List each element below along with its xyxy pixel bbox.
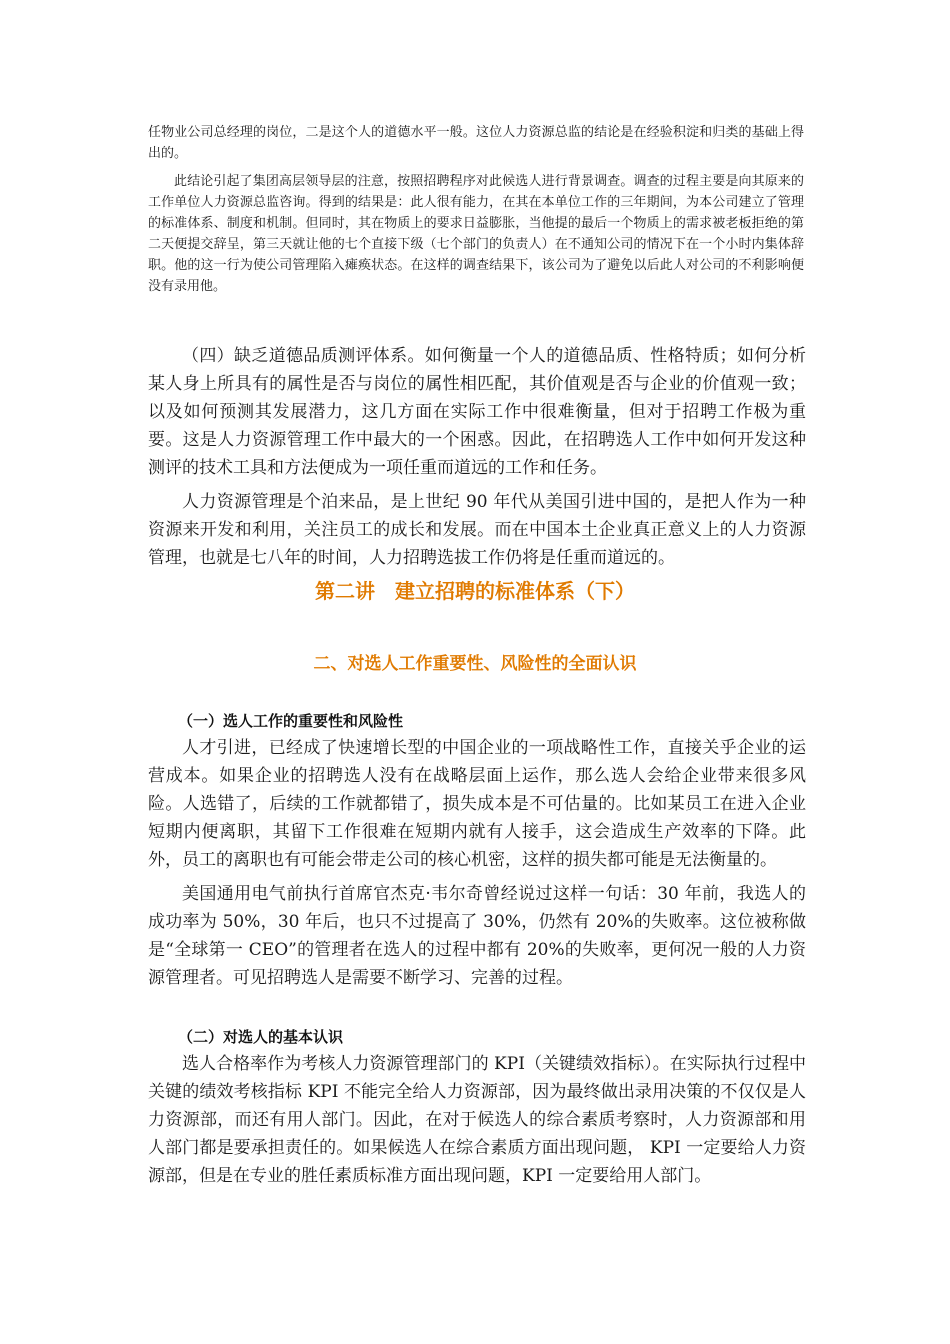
section4-paragraph-1: （四）缺乏道德品质测评体系。如何衡量一个人的道德品质、性格特质；如何分析某人身上所具有的属性是否与岗位的属性相匹配，其价值观是否与企业的价值观一致；以及如何预测其发展潜力，这几方面在实际工作中很难衡量，但对于招聘工作极为重要。这是人力资源管理工作中最大的一个困惑。因此，在招聘选人工作中如何开发这种测评的技术工具和方法便成为一项任重而道远的工作和任务。 bbox=[148, 346, 806, 478]
subsection-1-paragraph-2: 美国通用电气前执行首席官杰克·韦尔奇曾经说过这样一句话：30 年前，我选人的成功率为 50%，30 年后，也只不过提高了 30%，仍然有 20%的失败率。这位被称做是“全球第一 CEO”的管理者在选人的过程中都有 20%的失败率，更何况一般的人力资源管理者。可见招聘选人是需要不断学习、完善的过程。 bbox=[148, 884, 806, 988]
subsection-2-heading: （二）对选人的基本认识 bbox=[178, 1028, 344, 1046]
case-paragraph-1: 任物业公司总经理的岗位，二是这个人的道德水平一般。这位人力资源总监的结论是在经验积淀和归类的基础上得出的。 bbox=[148, 125, 804, 161]
subsection-2-paragraph-1: 选人合格率作为考核人力资源管理部门的 KPI（关键绩效指标）。在实际执行过程中关键的绩效考核指标 KPI 不能完全给人力资源部，因为最终做出录用决策的不仅仅是人力资源部，而还有用人部门。因此，在对于候选人的综合素质考察时，人力资源部和用人部门都是要承担责任的。如果候选人在综合素质方面出现问题， KPI 一定要给人力资源部，但是在专业的胜任素质标准方面出现问题，KPI 一定要给用人部门。 bbox=[148, 1054, 806, 1186]
section4-paragraph-2: 人力资源管理是个泊来品，是上世纪 90 年代从美国引进中国的，是把人作为一种资源来开发和利用，关注员工的成长和发展。而在中国本土企业真正意义上的人力资源管理，也就是七八年的时间，人力招聘选拔工作仍将是任重而道远的。 bbox=[148, 492, 806, 568]
subsection-1-paragraph-1: 人才引进，已经成了快速增长型的中国企业的一项战略性工作，直接关乎企业的运营成本。如果企业的招聘选人没有在战略层面上运作，那么选人会给企业带来很多风险。人选错了，后续的工作就都错了，损失成本是不可估量的。比如某员工在进入企业短期内便离职，其留下工作很难在短期内就有人接手，这会造成生产效率的下降。此外，员工的离职也有可能会带走公司的核心机密，这样的损失都可能是无法衡量的。 bbox=[148, 738, 806, 870]
section-title: 二、对选人工作重要性、风险性的全面认识 bbox=[313, 654, 637, 674]
case-paragraph-2: 此结论引起了集团高层领导层的注意，按照招聘程序对此候选人进行背景调查。调查的过程主要是向其原来的工作单位人力资源总监咨询。得到的结果是：此人很有能力，在其在本单位工作的三年期间，为本公司建立了管理的标准体系、制度和机制。但同时，其在物质上的要求日益膨胀，当他提的最后一个物质上的需求被老板拒绝的第二天便提交辞呈，第三天就让他的七个直接下级（七个部门的负责人）在不通知公司的情况下在一个小时内集体辞职。他的这一行为使公司管理陷入瘫痪状态。在这样的调查结果下，该公司为了避免以后此人对公司的不利影响便没有录用他。 bbox=[148, 174, 804, 294]
chapter-title: 第二讲 建立招聘的标准体系（下） bbox=[315, 579, 635, 603]
subsection-1-heading: （一）选人工作的重要性和风险性 bbox=[178, 712, 404, 730]
